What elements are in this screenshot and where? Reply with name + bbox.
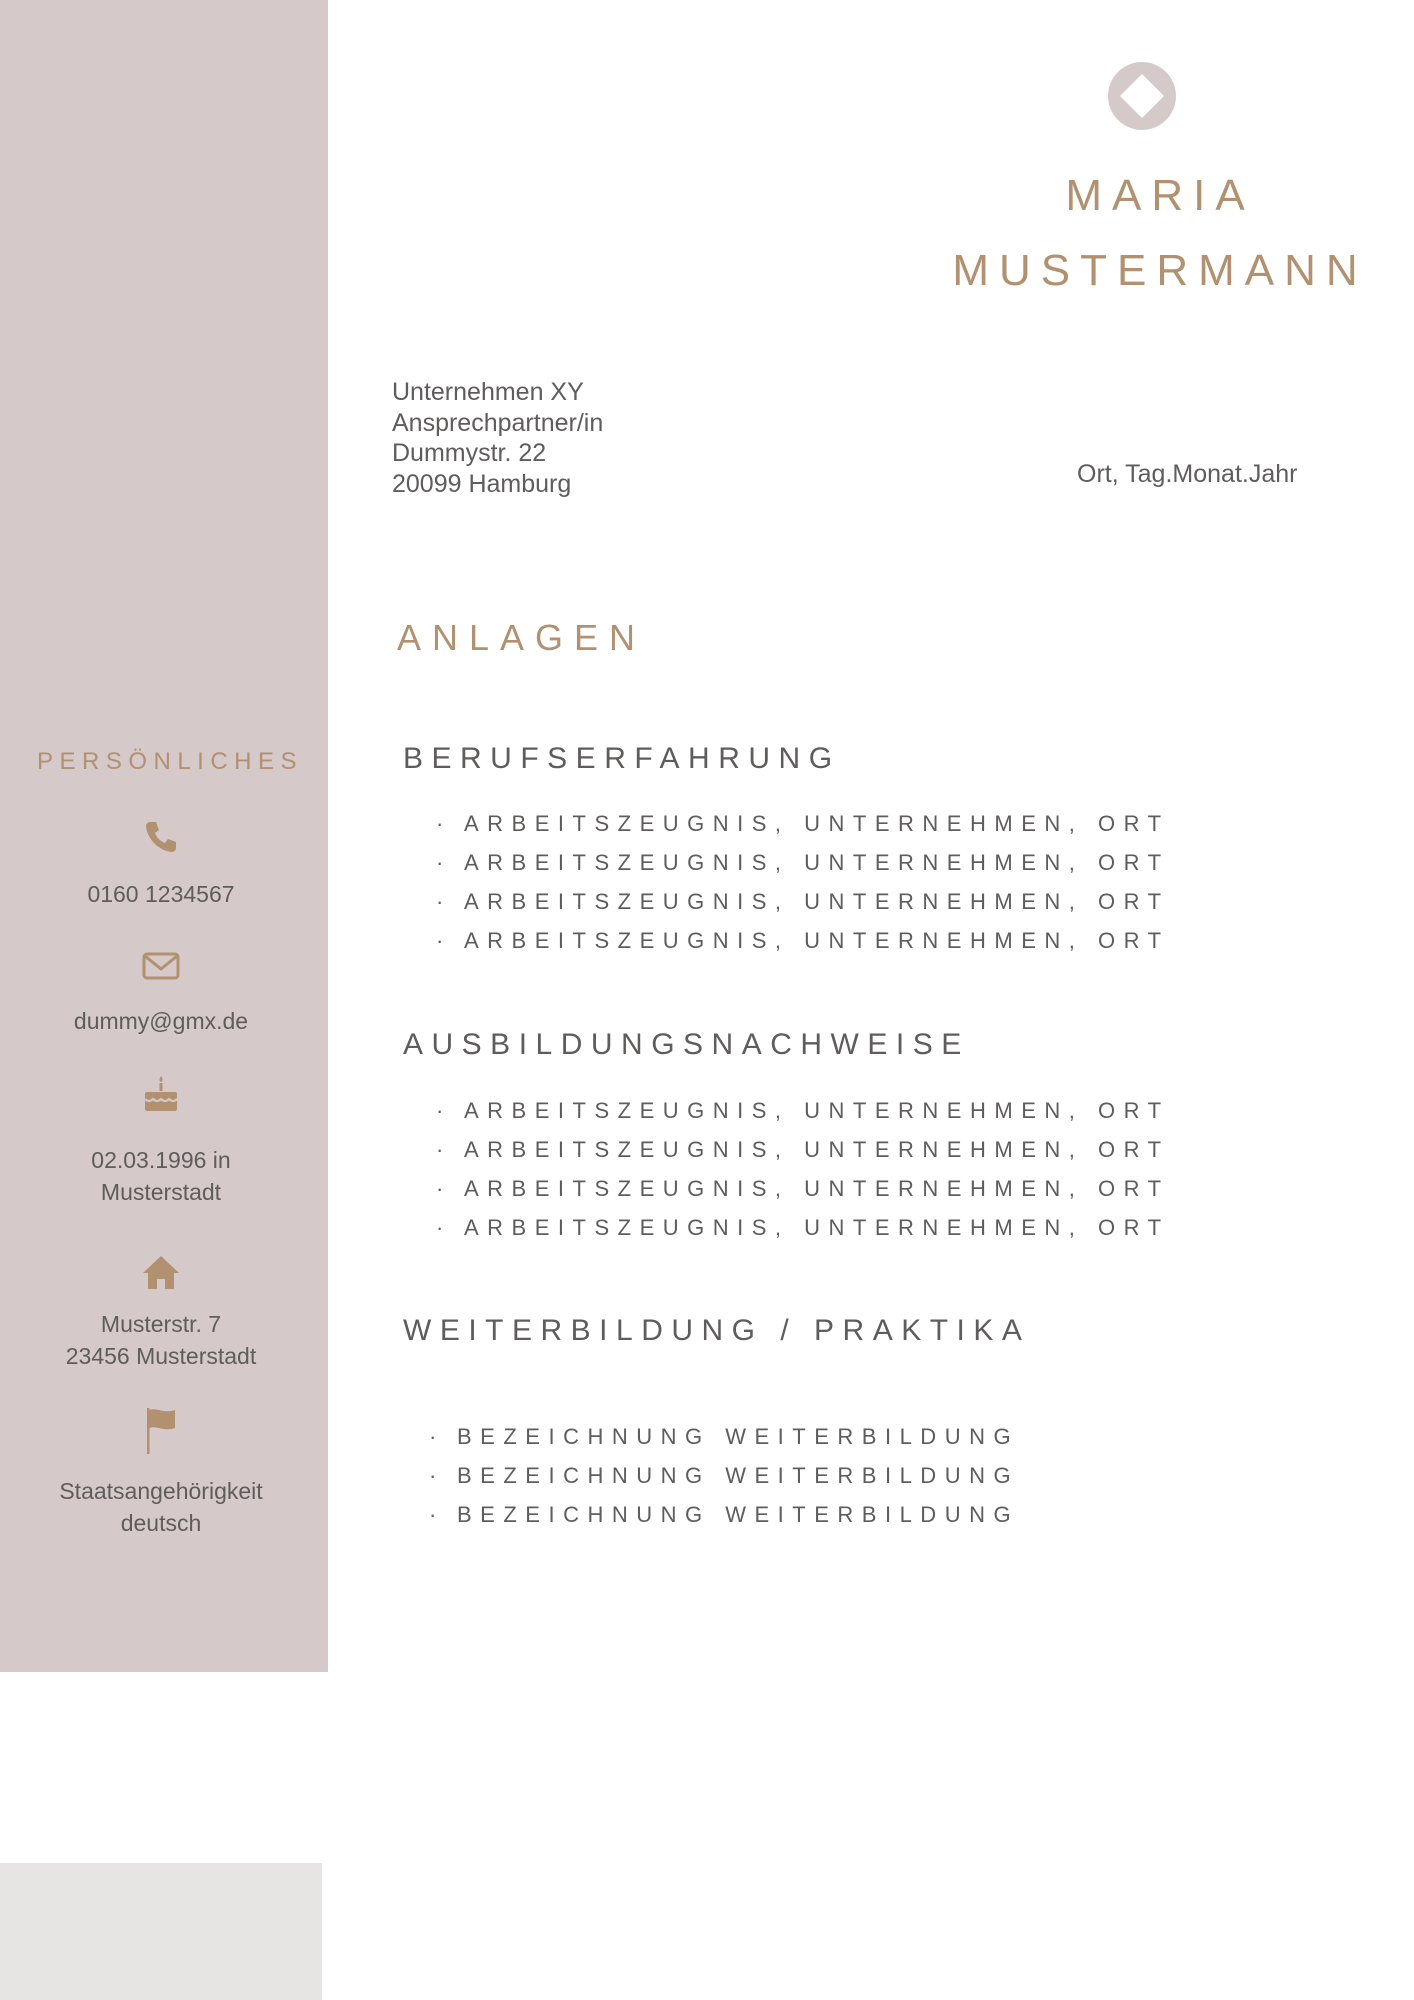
nationality-info [0, 1475, 322, 1539]
list-item: · ARBEITSZEUGNIS, UNTERNEHMEN, ORT [436, 1137, 1170, 1162]
section-title-weiterbildung: WEITERBILDUNG / PRAKTIKA [403, 1314, 1031, 1347]
birth-place: Musterstadt [100, 1179, 222, 1205]
phone-icon [141, 817, 181, 857]
list-item: · BEZEICHNUNG WEITERBILDUNG [429, 1502, 1020, 1527]
recipient-company: Unternehmen XY [392, 378, 584, 406]
list-item: · ARBEITSZEUGNIS, UNTERNEHMEN, ORT [436, 850, 1170, 875]
list-item: · ARBEITSZEUGNIS, UNTERNEHMEN, ORT [436, 811, 1170, 836]
home-city: 23456 Musterstadt [65, 1343, 257, 1369]
attachment-list-weiterbildung [429, 1417, 1019, 1534]
birth-date: 02.03.1996 in [91, 1147, 231, 1173]
email-address: dummy@gmx.de [73, 1008, 249, 1034]
list-item: · ARBEITSZEUGNIS, UNTERNEHMEN, ORT [436, 1215, 1170, 1240]
diamond-in-circle-icon [1108, 62, 1176, 130]
home-street: Musterstr. 7 [100, 1311, 222, 1337]
phone-number: 0160 1234567 [87, 881, 235, 907]
first-name: MARIA [1065, 171, 1255, 220]
birthday-cake-icon [141, 1075, 181, 1115]
attachment-list-ausbildungsnachweise [436, 1091, 1170, 1247]
home-address [0, 1308, 322, 1372]
recipient-city: 20099 Hamburg [392, 469, 572, 498]
section-title-ausbildungsnachweise: AUSBILDUNGSNACHWEISE [403, 1028, 970, 1061]
last-name: MUSTERMANN [952, 246, 1368, 295]
footer-block [0, 1863, 322, 2000]
list-item: · BEZEICHNUNG WEITERBILDUNG [429, 1463, 1020, 1488]
recipient-contact: Ansprechpartner/in [392, 408, 604, 437]
list-item: · BEZEICHNUNG WEITERBILDUNG [429, 1424, 1020, 1449]
mail-icon [141, 946, 181, 986]
list-item: · ARBEITSZEUGNIS, UNTERNEHMEN, ORT [436, 928, 1170, 953]
attachment-list-berufserfahrung [436, 804, 1170, 960]
flag-icon [141, 1406, 181, 1456]
section-title-berufserfahrung: BERUFSERFAHRUNG [403, 742, 841, 775]
home-icon [141, 1253, 181, 1293]
list-item: · ARBEITSZEUGNIS, UNTERNEHMEN, ORT [436, 1098, 1170, 1123]
list-item: · ARBEITSZEUGNIS, UNTERNEHMEN, ORT [436, 889, 1170, 914]
list-item: · ARBEITSZEUGNIS, UNTERNEHMEN, ORT [436, 1176, 1170, 1201]
date-line: Ort, Tag.Monat.Jahr [1077, 460, 1298, 488]
nationality-value: deutsch [120, 1510, 202, 1536]
recipient-address [392, 377, 603, 499]
birth-info [0, 1144, 322, 1208]
recipient-street: Dummystr. 22 [392, 439, 547, 467]
sidebar-heading: PERSÖNLICHES [36, 748, 304, 775]
page-title: ANLAGEN [397, 617, 647, 658]
nationality-label: Staatsangehörigkeit [59, 1478, 263, 1504]
